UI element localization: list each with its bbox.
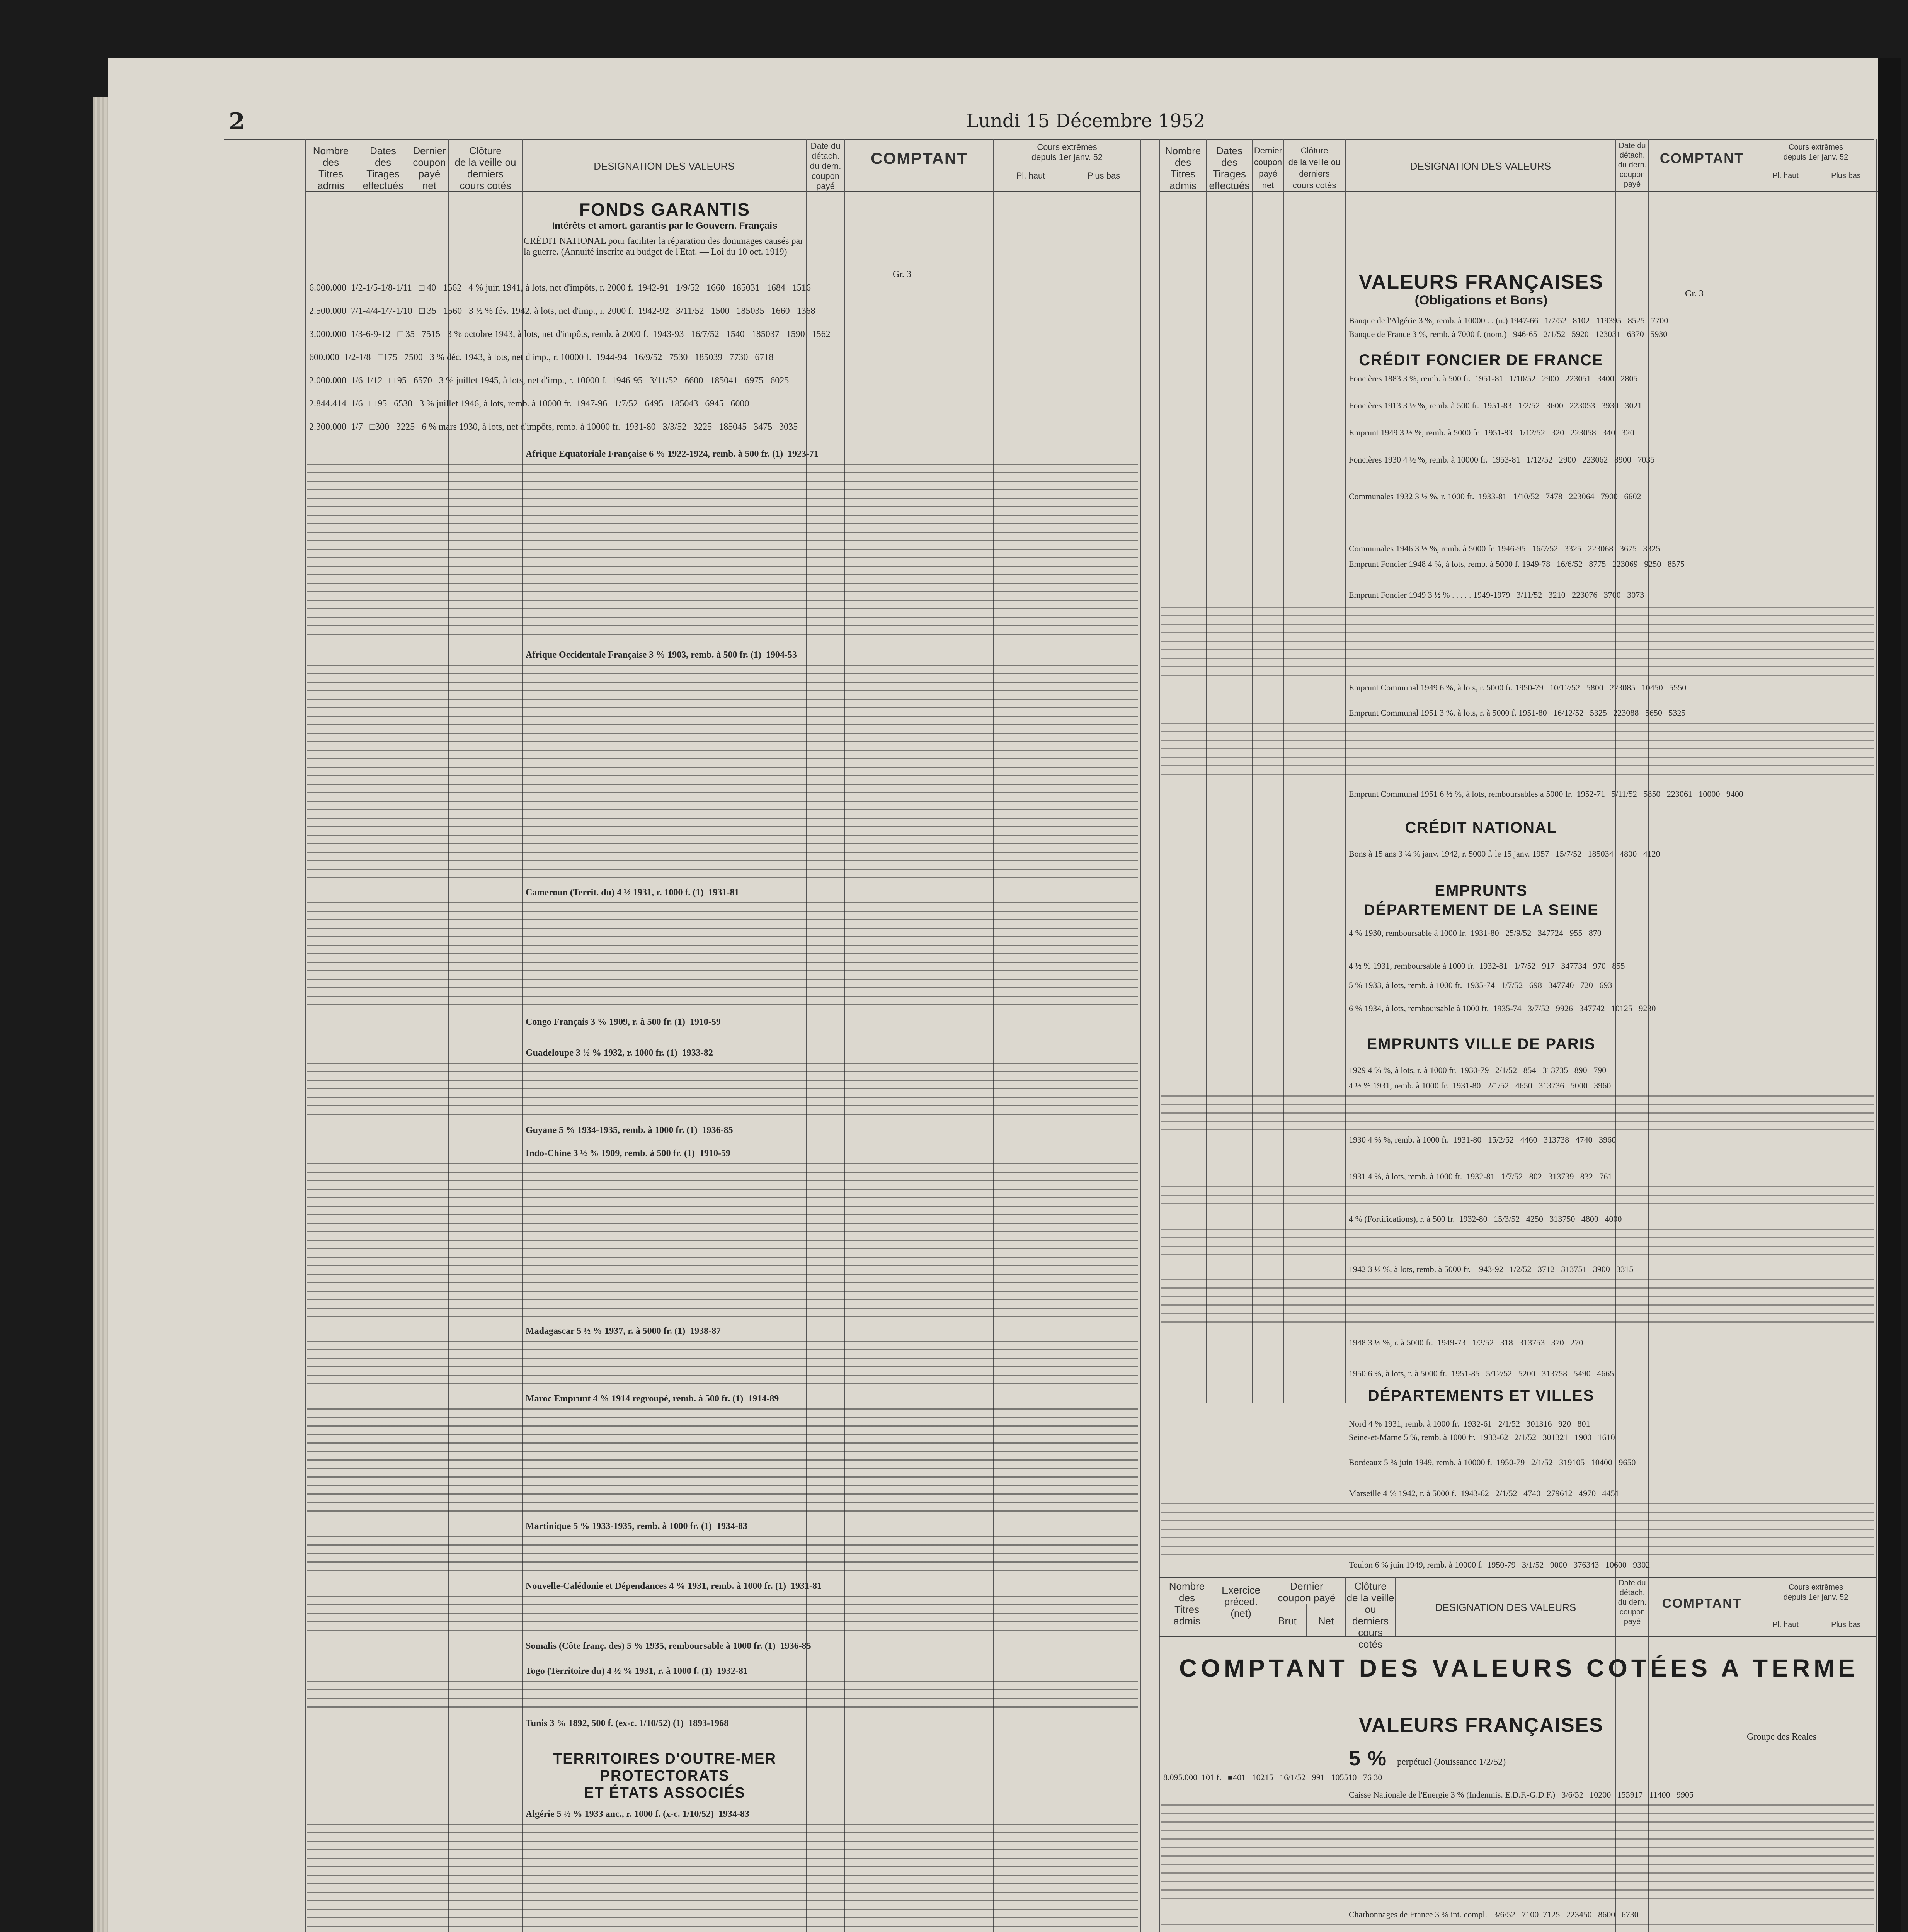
entry-togo: Togo (Territoire du) 4 ½ % 1931, r. à 1000 f. (1) 1932-81 <box>526 1666 748 1676</box>
table-rows-block <box>1161 1924 1874 1932</box>
entry-banque-france: Banque de France 3 %, remb. à 7000 f. (nom.) 1946-65 2/1/52 5920 123031 6370 5930 <box>1349 329 1668 339</box>
table-row: Charbonnages de France 3 % int. compl. 3/6/52 7100 7125 223450 8600 6730 <box>1349 1910 1639 1919</box>
table-rows-block <box>1161 1279 1874 1329</box>
page-number: 2 <box>229 108 245 135</box>
lower-col-dernier: Dernier coupon payé <box>1278 1580 1336 1604</box>
col-header-cloture: Clôture de la veille ou derniers cours cotés <box>1288 146 1341 190</box>
col-header-dates: Dates des Tirages effectués <box>1209 145 1250 191</box>
col-rule <box>993 139 994 1932</box>
section-valeurs-francaises-terme: VALEURS FRANÇAISES <box>1358 1714 1604 1736</box>
entry-afrique-occidentale: Afrique Occidentale Française 3 % 1903, remb. à 500 fr. (1) 1904-53 <box>526 650 797 660</box>
table-row: 1931 4 %, à lots, remb. à 1000 fr. 1932-81 1/7/52 802 313739 832 761 <box>1349 1172 1612 1181</box>
table-rows-block <box>1161 1229 1874 1256</box>
credit-national-note: CRÉDIT NATIONAL pour faciliter la réparation des dommages causés par la guerre. (Annuité inscrite au budget de l'Etat. — Loi du 10 oct. 1919) <box>524 236 803 257</box>
section-credit-foncier: CRÉDIT FONCIER DE FRANCE <box>1359 352 1603 369</box>
table-row: 6.000.000 1/2-1/5-1/8-1/11 □ 40 1562 4 % juin 1941, à lots, net d'impôts, r. 2000 f. 1942-91 1/9/52 1660 185031 1684 1516 <box>309 283 811 293</box>
lower-col-comptant: COMPTANT <box>1662 1596 1742 1611</box>
table-row: Emprunt Communal 1949 6 %, à lots, r. 5000 fr. 1950-79 10/12/52 5800 223085 10450 5550 <box>1349 683 1687 692</box>
col-header-coupon: Dernier coupon payé net <box>413 145 446 191</box>
entry-algerie: Algérie 5 ½ % 1933 anc., r. 1000 f. (x-c. 1/10/52) 1934-83 <box>526 1809 750 1819</box>
table-row: Seine-et-Marne 5 %, remb. à 1000 fr. 1933-62 2/1/52 301321 1900 1610 <box>1349 1432 1615 1442</box>
entry-nouvelle-caledonie: Nouvelle-Calédonie et Dépendances 4 % 1931, remb. à 1000 fr. (1) 1931-81 <box>526 1581 822 1591</box>
col-header-cloture: Clôture de la veille ou derniers cours cotés <box>454 145 516 191</box>
section-fonds-garantis-subtitle: Intérêts et amort. garantis par le Gouvern. Français <box>552 221 778 231</box>
table-rows-block <box>1161 607 1874 676</box>
lower-col-exercice: Exercice préced. (net) <box>1222 1584 1260 1619</box>
col-header-pl-haut: Pl. haut <box>1016 171 1045 180</box>
col-header-comptant: COMPTANT <box>1660 150 1744 166</box>
section-territoires: TERRITOIRES D'OUTRE-MER PROTECTORATS ET ÉTATS ASSOCIÉS <box>553 1751 776 1801</box>
table-rows-block <box>1161 1186 1874 1209</box>
table-rows-block <box>307 464 1138 641</box>
section-comptant-terme: COMPTANT DES VALEURS COTÉES A TERME <box>1179 1654 1859 1682</box>
col-header-cours-extremes: Cours extrêmes depuis 1er janv. 52 <box>1031 142 1103 162</box>
table-row: 4 ½ % 1931, remb. à 1000 fr. 1931-80 2/1/52 4650 313736 5000 3960 <box>1349 1081 1611 1090</box>
section-valeurs-francaises: VALEURS FRANÇAISES <box>1358 271 1604 293</box>
col-header-cours-extremes: Cours extrêmes depuis 1er janv. 52 <box>1783 143 1848 162</box>
newspaper-page <box>108 58 1886 1932</box>
table-row: 6 % 1934, à lots, remboursable à 1000 fr. 1935-74 3/7/52 9926 347742 10125 9230 <box>1349 1003 1656 1013</box>
table-row: 600.000 1/2-1/8 □175 7500 3 % déc. 1943, à lots, net d'imp., r. 10000 f. 1944-94 16/9/52 7530 185039 7730 6718 <box>309 352 774 362</box>
section-obligations: (Obligations et Bons) <box>1414 293 1548 308</box>
table-row: Communales 1946 3 ½ %, remb. à 5000 fr. 1946-95 16/7/52 3325 223068 3675 3325 <box>1349 544 1660 553</box>
lower-col-nombre: Nombre des Titres admis <box>1169 1580 1205 1627</box>
table-rows-block <box>307 1063 1138 1117</box>
col-header-pl-haut: Pl. haut <box>1772 172 1799 180</box>
right-right-border <box>1876 139 1877 1932</box>
table-rows-block <box>1161 723 1874 781</box>
col-header-nombre: Nombre des Titres admis <box>1165 145 1201 191</box>
table-row: 1948 3 ½ %, r. à 5000 fr. 1949-73 1/2/52 318 313753 370 270 <box>1349 1338 1583 1347</box>
table-row: Emprunt Communal 1951 3 %, à lots, r. à 5000 f. 1951-80 16/12/52 5325 223088 5650 5325 <box>1349 708 1686 718</box>
entry-cameroun: Cameroun (Territ. du) 4 ½ 1931, r. 1000 f. (1) 1931-81 <box>526 888 739 898</box>
left-header-rule <box>305 191 1140 192</box>
lower-col-cloture: Clôture de la veille ou derniers cours cotés <box>1346 1580 1394 1650</box>
table-row: Toulon 6 % juin 1949, remb. à 10000 f. 1950-79 3/1/52 9000 376343 10600 9302 <box>1349 1560 1650 1570</box>
table-row: 2.000.000 1/6-1/12 □ 95 6570 3 % juillet 1945, à lots, net d'imp., r. 10000 f. 1946-95 3/11/52 6600 185041 6975 6025 <box>309 376 789 386</box>
perpetuel-label: perpétuel (Jouissance 1/2/52) <box>1397 1757 1506 1767</box>
lower-col-pl-haut: Pl. haut <box>1772 1621 1799 1629</box>
entry-afrique-equatoriale: Afrique Equatoriale Française 6 % 1922-1924, remb. à 500 fr. (1) 1923-71 <box>526 449 819 459</box>
table-row: Bordeaux 5 % juin 1949, remb. à 10000 f. 1950-79 2/1/52 319105 10400 9650 <box>1349 1458 1636 1467</box>
table-rows-block <box>307 1408 1138 1513</box>
section-fonds-garantis: FONDS GARANTIS <box>579 199 750 219</box>
table-rows-block <box>307 902 1138 1010</box>
table-row: Nord 4 % 1931, remb. à 1000 fr. 1932-61 2/1/52 301316 920 801 <box>1349 1419 1590 1429</box>
entry-madagascar: Madagascar 5 ½ % 1937, r. à 5000 fr. (1) 1938-87 <box>526 1326 721 1336</box>
table-row: 2.844.414 1/6 □ 95 6530 3 % juillet 1946, à lots, remb. à 10000 fr. 1947-96 1/7/52 6495 185043 6945 6000 <box>309 399 749 409</box>
table-rows-block <box>1161 1503 1874 1557</box>
table-row: Emprunt Foncier 1949 3 ½ % . . . . . 1949-1979 3/11/52 3210 223076 3700 3073 <box>1349 590 1644 600</box>
table-row: Foncières 1913 3 ½ %, remb. à 500 fr. 1951-83 1/2/52 3600 223053 3930 3021 <box>1349 401 1642 410</box>
left-border <box>305 139 306 1932</box>
lower-col-designation: DESIGNATION DES VALEURS <box>1435 1602 1576 1613</box>
entry-bons-15-ans: Bons à 15 ans 3 ¼ % janv. 1942, r. 5000 f. le 15 janv. 1957 15/7/52 185034 4800 4120 <box>1349 849 1660 859</box>
table-row: 1930 4 % %, remb. à 1000 fr. 1931-80 15/2/52 4460 313738 4740 3960 <box>1349 1135 1616 1145</box>
col-header-date-detach: Date du détach. du dern. coupon payé <box>1618 141 1647 189</box>
groupe-label: Groupe des Reales <box>1747 1732 1816 1742</box>
section-departements: DÉPARTEMENTS ET VILLES <box>1368 1387 1595 1404</box>
lower-col-net: Net <box>1318 1615 1334 1627</box>
col-header-coupon: Dernier coupon payé net <box>1254 146 1282 190</box>
table-row: Marseille 4 % 1942, r. à 5000 f. 1943-62 2/1/52 4740 279612 4970 4451 <box>1349 1488 1619 1498</box>
dark-background <box>1878 58 1901 1932</box>
entry-martinique: Martinique 5 % 1933-1935, remb. à 1000 fr. (1) 1934-83 <box>526 1521 747 1531</box>
table-rows-block <box>307 1681 1138 1712</box>
table-row: 8.095.000 101 f. ■401 10215 16/1/52 991 105510 76 30 <box>1163 1772 1382 1782</box>
table-row: 2.500.000 7/1-4/4-1/7-1/10 □ 35 1560 3 ½ % fév. 1942, à lots, net d'imp., r. 2000 f. 1942-92 3/11/52 1500 185035 1660 1368 <box>309 306 815 316</box>
col-rule <box>806 139 807 1932</box>
lower-col-date: Date du détach. du dern. coupon payé <box>1618 1579 1647 1626</box>
lower-col-plus-bas: Plus bas <box>1831 1621 1861 1629</box>
table-row: Communales 1932 3 ½ %, r. 1000 fr. 1933-81 1/10/52 7478 223064 7900 6602 <box>1349 492 1641 501</box>
table-row: 5 % 1933, à lots, remb. à 1000 fr. 1935-74 1/7/52 698 347740 720 693 <box>1349 980 1612 990</box>
table-row: Emprunt Communal 1951 6 ½ %, à lots, remboursables à 5000 fr. 1952-71 5/11/52 5850 223061 10000 9400 <box>1349 789 1743 799</box>
entry-indochine: Indo-Chine 3 ½ % 1909, remb. à 500 fr. (1) 1910-59 <box>526 1148 731 1158</box>
col-header-date-detach: Date du détach. du dern. coupon payé <box>810 141 841 191</box>
col-header-designation: DESIGNATION DES VALEURS <box>1410 160 1551 172</box>
col-header-nombre: Nombre des Titres admis <box>313 145 349 191</box>
top-rule <box>224 139 1874 140</box>
cinq-pourcent-label: 5 % <box>1349 1747 1387 1770</box>
entry-congo: Congo Français 3 % 1909, r. à 500 fr. (1) 1910-59 <box>526 1017 721 1027</box>
table-rows-block <box>307 1824 1138 1932</box>
table-row: 1942 3 ½ %, à lots, remb. à 5000 fr. 1943-92 1/2/52 3712 313751 3900 3315 <box>1349 1264 1634 1274</box>
group-label: Gr. 3 <box>1685 289 1704 299</box>
col-rule <box>844 139 845 1932</box>
entry-maroc: Maroc Emprunt 4 % 1914 regroupé, remb. à 500 fr. (1) 1914-89 <box>526 1394 779 1404</box>
lower-col-cours: Cours extrêmes depuis 1er janv. 52 <box>1783 1583 1848 1602</box>
left-right-border <box>1140 139 1141 1932</box>
table-row: 2.300.000 1/7 □300 3225 6 % mars 1930, à lots, net d'impôts, remb. à 10000 fr. 1931-80 3/3/52 3225 185045 3475 3035 <box>309 422 798 432</box>
col-header-dates: Dates des Tirages effectués <box>363 145 403 191</box>
table-rows-block <box>307 1596 1138 1634</box>
col-header-plus-bas: Plus bas <box>1831 172 1861 180</box>
table-row: 3.000.000 1/3-6-9-12 □ 35 7515 3 % octobre 1943, à lots, net d'impôts, remb. à 2000 f. 1943-93 16/7/52 1540 185037 1590 1562 <box>309 329 831 339</box>
col-header-designation: DESIGNATION DES VALEURS <box>594 160 735 172</box>
table-rows-block <box>307 1536 1138 1575</box>
table-row: 1929 4 % %, à lots, r. à 1000 fr. 1930-79 2/1/52 854 313735 890 790 <box>1349 1065 1607 1075</box>
table-row: 4 ½ % 1931, remboursable à 1000 fr. 1932-81 1/7/52 917 347734 970 855 <box>1349 961 1625 971</box>
table-rows-block <box>307 1341 1138 1387</box>
entry-banque-algerie: Banque de l'Algérie 3 %, remb. à 10000 . . (n.) 1947-66 1/7/52 8102 119395 8525 7700 <box>1349 316 1668 325</box>
table-row: Emprunt 1949 3 ½ %, remb. à 5000 fr. 1951-83 1/12/52 320 223058 340 320 <box>1349 428 1634 437</box>
table-row: 4 % (Fortifications), r. à 500 fr. 1932-80 15/3/52 4250 313750 4800 4000 <box>1349 1214 1622 1224</box>
group-label: Gr. 3 <box>893 269 911 279</box>
entry-guyane: Guyane 5 % 1934-1935, remb. à 1000 fr. (1) 1936-85 <box>526 1125 733 1135</box>
entry-somalis: Somalis (Côte franç. des) 5 % 1935, remboursable à 1000 fr. (1) 1936-85 <box>526 1641 811 1651</box>
lower-header-bottom-rule <box>1159 1636 1876 1637</box>
lower-col-brut: Brut <box>1278 1615 1297 1627</box>
table-row: Emprunt Foncier 1948 4 %, à lots, remb. à 5000 f. 1949-78 16/6/52 8775 223069 9250 8575 <box>1349 559 1685 569</box>
page-date: Lundi 15 Décembre 1952 <box>966 110 1205 132</box>
entry-tunis: Tunis 3 % 1892, 500 f. (ex-c. 1/10/52) (1) 1893-1968 <box>526 1718 729 1728</box>
section-credit-national: CRÉDIT NATIONAL <box>1405 819 1557 836</box>
table-rows-block <box>307 1163 1138 1318</box>
right-border <box>1159 139 1160 1932</box>
lower-header-top-rule <box>1159 1577 1876 1578</box>
table-row: Caisse Nationale de l'Energie 3 % (Indemnis. E.D.F.-G.D.F.) 3/6/52 10200 155917 11400 9905 <box>1349 1790 1694 1799</box>
table-rows-block <box>1161 1804 1874 1905</box>
table-rows-block <box>307 665 1138 881</box>
table-row: 1950 6 %, à lots, r. à 5000 fr. 1951-85 5/12/52 5200 313758 5490 4665 <box>1349 1369 1614 1378</box>
section-emprunts-seine: EMPRUNTS DÉPARTEMENT DE LA SEINE <box>1363 882 1599 918</box>
col-header-comptant: COMPTANT <box>871 149 968 167</box>
table-row: Foncières 1883 3 %, remb. à 500 fr. 1951-81 1/10/52 2900 223051 3400 2805 <box>1349 374 1638 383</box>
entry-guadeloupe: Guadeloupe 3 ½ % 1932, r. 1000 fr. (1) 1933-82 <box>526 1048 713 1058</box>
right-header-rule <box>1159 191 1878 192</box>
section-emprunts-paris: EMPRUNTS VILLE DE PARIS <box>1367 1036 1596 1053</box>
table-rows-block <box>1161 1095 1874 1130</box>
col-header-plus-bas: Plus bas <box>1087 171 1120 180</box>
table-row: 4 % 1930, remboursable à 1000 fr. 1931-80 25/9/52 347724 955 870 <box>1349 928 1602 938</box>
table-row: Foncières 1930 4 ½ %, remb. à 10000 fr. 1953-81 1/12/52 2900 223062 8900 7035 <box>1349 455 1655 464</box>
